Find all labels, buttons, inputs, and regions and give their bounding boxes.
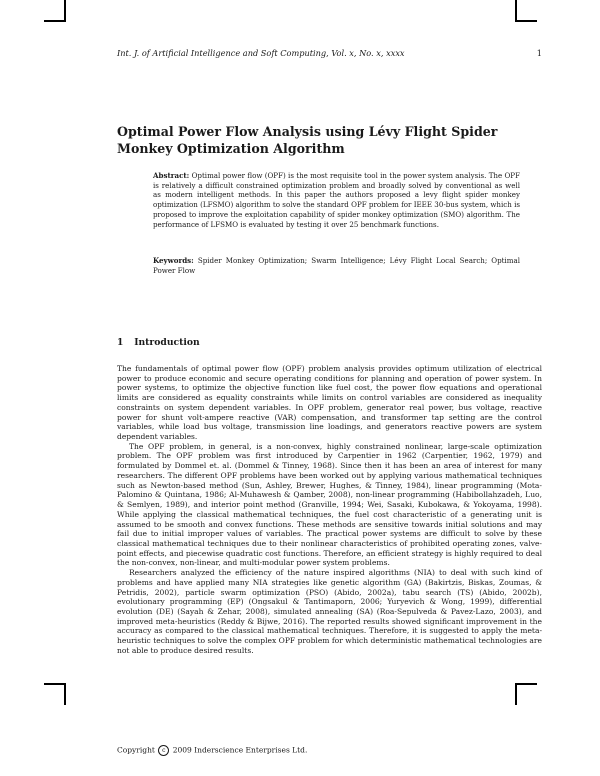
section-title: Introduction [134,337,200,348]
crop-mark-top-right-h [515,20,537,22]
crop-mark-top-left-h [44,20,66,22]
journal-citation: Int. J. of Artificial Intelligence and Soft Computing, Vol. x, No. x, xxxx [117,48,405,58]
abstract-label: Abstract: [153,171,190,180]
keywords-label: Keywords: [153,256,194,265]
copyright-symbol: c [158,745,169,756]
paragraph: The fundamentals of optimal power flow (OPF) problem analysis provides optimum utilization of electrical power to produce economic and secure operating conditions for planning and operation of power system. In power systems, to optimize the objective function like fuel cost, the power flow equations and operational limits are considered as equality constraints while limits on control variables are considered as inequality constraints on system dependent variables. In OPF problem, generator real power, bus voltage, reactive power for shunt volt-ampere reactive (VAR) compensation, and transformer tap setting are the control variables, while load bus voltage, transmission line loadings, and generators reactive powers are system dependent variables. [117,364,542,442]
page-number: 1 [536,48,542,58]
crop-mark-bottom-right-v [515,683,517,705]
section-heading [117,337,200,348]
keywords [153,256,520,275]
section-number: 1 [117,337,124,348]
crop-mark-top-right-v [515,0,517,21]
crop-mark-top-left-v [64,0,66,21]
abstract [153,171,520,229]
paragraph: Researchers analyzed the efficiency of the nature inspired algorithms (NIA) to deal with such kind of problems and have applied many NIA strategies like genetic algorithm (GA) (Bakirtzis, Biskas, Zoumas, & Petridis, 2002), particle swarm optimization (PSO) (Abido, 2002a), tabu search (TS) (Abido, 2002b), evolutionary programming (EP) (Ongsakul & Tantimaporn, 2006; Yuryevich & Wong, 1999), differential evolution (DE) (Sayah & Zehar, 2008), simulated annealing (SA) (Roa-Sepulveda & Pavez-Lazo, 2003), and improved meta-heuristics (Reddy & Bijwe, 2016). The reported results showed significant improvement in the accuracy as compared to the classical mathematical techniques. Therefore, it is suggested to apply the meta-heuristic techniques to solve the complex OPF problem for which deterministic mathematical technologies are not able to produce desired results. [117,568,542,655]
copyright-text: 2009 Inderscience Enterprises Ltd. [172,745,308,755]
copyright-prefix: Copyright [117,745,155,755]
copyright-line [117,745,307,756]
body-text [117,364,542,656]
crop-mark-bottom-left-h [44,683,66,685]
paper-title: Optimal Power Flow Analysis using Lévy Flight Spider Monkey Optimization Algorithm [117,124,498,156]
running-head [117,48,542,58]
crop-mark-bottom-right-h [515,683,537,685]
paragraph: The OPF problem, in general, is a non-convex, highly constrained nonlinear, large-scale optimization problem. The OPF problem was first introduced by Carpentier in 1962 (Carpentier, 1962, 1979) and formulated by Dommel et. al. (Dommel & Tinney, 1968). Since then it has been an area of interest for many researchers. The different OPF problems have been worked out by applying various mathematical techniques such as Newton-based method (Sun, Ashley, Brewer, Hughes, & Tinney, 1984), linear programming (Mota-Palomino & Quintana, 1986; Al-Muhawesh & Qamber, 2008), non-linear programming (Habibollahzadeh, Luo, & Semlyen, 1989), and interior point method (Granville, 1994; Wei, Sasaki, Kubokawa, & Yokoyama, 1998). While applying the classical mathematical techniques, the fuel cost characteristic of a generating unit is assumed to be smooth and convex functions. These methods are sensitive towards initial solutions and may fail due to initial improper values of variables. The practical power systems are difficult to solve by these classical mathematical techniques due to their nonlinear characteristics of prohibited operating zones, valve-point effects, and piecewise quadratic cost functions. Therefore, an efficient strategy is highly required to deal the non-convex, non-linear, and multi-modular power system problems. [117,441,542,568]
crop-mark-bottom-left-v [64,683,66,705]
keywords-text: Spider Monkey Optimization; Swarm Intelligence; Lévy Flight Local Search; Optimal Power Flow [153,256,520,275]
abstract-text: Optimal power flow (OPF) is the most requisite tool in the power system analysis. The OPF is relatively a difficult constrained optimization problem and broadly solved by conventional as well as modern intelligent methods. In this paper the authors proposed a levy flight spider monkey optimization (LFSMO) algorithm to solve the standard OPF problem for IEEE 30-bus system, which is proposed to improve the exploitation capability of spider monkey optimization (SMO) algorithm. The performance of LFSMO is evaluated by testing it over 25 benchmark functions. [153,171,520,229]
